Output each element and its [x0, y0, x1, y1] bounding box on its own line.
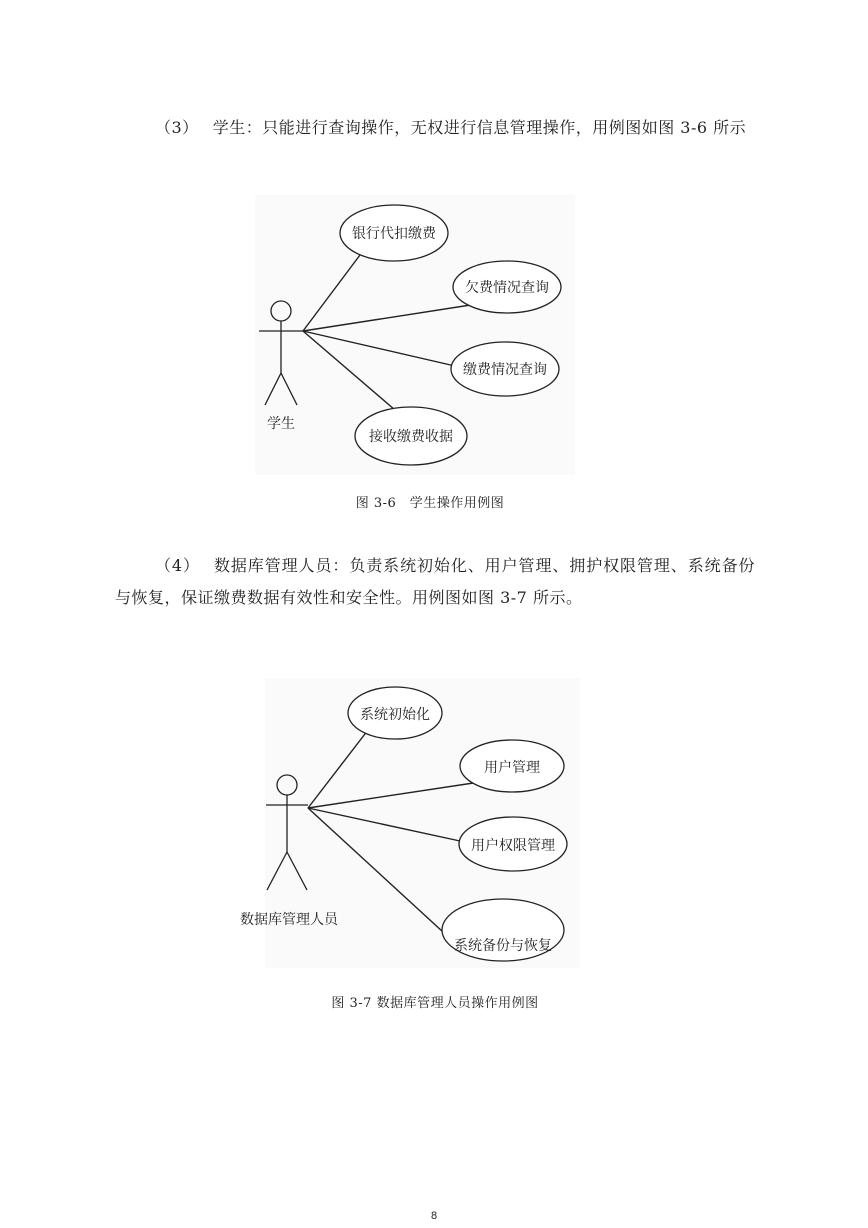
use-case-4-label: 系统备份与恢复	[454, 938, 552, 954]
figure-caption-3-6: 图 3-6 学生操作用例图	[355, 496, 505, 511]
use-case-3	[459, 817, 567, 871]
use-case-2-label: 用户管理	[484, 760, 540, 776]
figure-caption-3-7: 图 3-7 数据库管理人员操作用例图	[331, 996, 539, 1011]
use-case-3	[451, 342, 559, 396]
use-case-4	[355, 407, 467, 465]
use-case-2	[460, 740, 564, 792]
paragraph-text: 数据库管理人员：负责系统初始化、用户管理、拥护权限管理、系统备份与恢复，保证缴费数据有效性和安全性。用例图如图 3-7 所示。	[115, 556, 755, 607]
diagram-canvas	[225, 678, 580, 968]
use-case-2-label: 欠费情况查询	[465, 280, 549, 296]
use-case-diagram-student	[255, 195, 575, 475]
use-case-1	[348, 687, 442, 739]
paragraph-number: （4）	[155, 556, 200, 575]
use-case-1-label: 银行代扣缴费	[352, 226, 436, 242]
use-case-3-label: 用户权限管理	[471, 838, 555, 854]
use-case-diagram-dba	[225, 678, 580, 968]
use-case-2	[453, 261, 561, 313]
use-case-1-label: 系统初始化	[360, 707, 430, 723]
paragraph-text: 学生：只能进行查询操作，无权进行信息管理操作，用例图如图 3-6 所示	[212, 118, 747, 137]
paragraph-number: （3）	[155, 118, 199, 137]
use-case-1	[340, 205, 448, 261]
use-case-4-label: 接收缴费收据	[369, 429, 453, 445]
use-case-3-label: 缴费情况查询	[463, 362, 547, 378]
paragraph-dba	[115, 550, 755, 614]
page-number: 8	[430, 1210, 438, 1222]
paragraph-student	[115, 112, 755, 144]
actor-label: 学生	[267, 416, 295, 432]
actor-label: 数据库管理人员	[240, 912, 338, 928]
use-case-4	[442, 899, 564, 961]
diagram-canvas	[255, 195, 575, 475]
